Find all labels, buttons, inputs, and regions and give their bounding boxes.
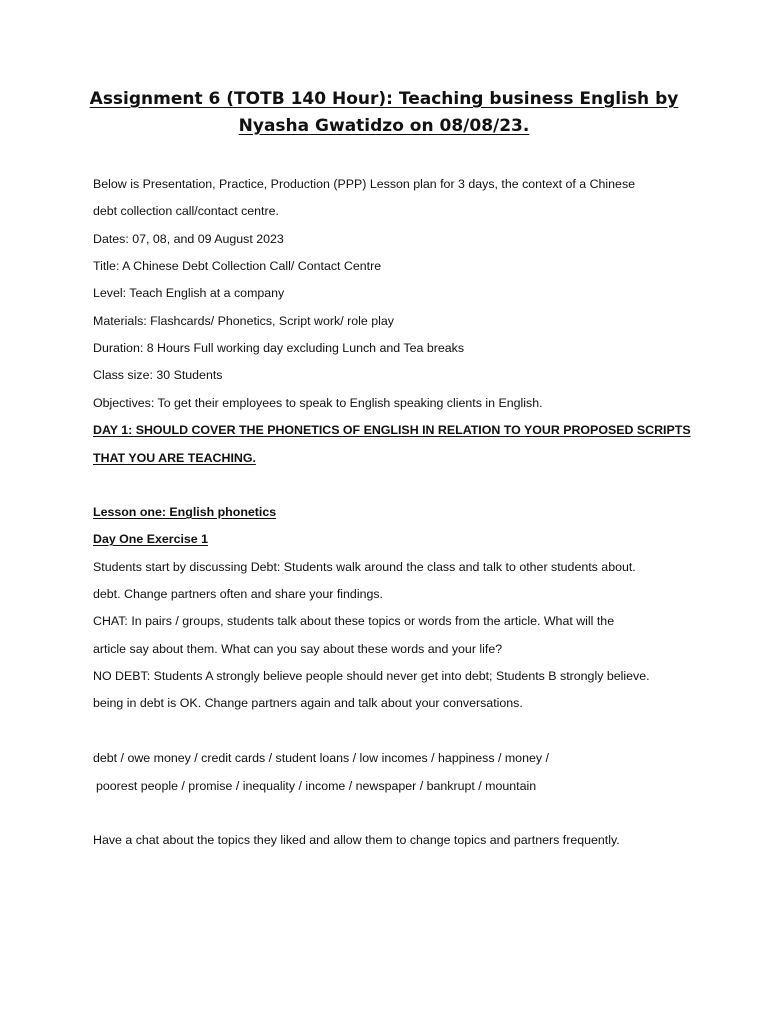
- title-field: Title: A Chinese Debt Collection Call/ Contact Centre: [93, 259, 382, 273]
- day1-heading-line-2: THAT YOU ARE TEACHING.: [93, 451, 256, 465]
- level-field: Level: Teach English at a company: [93, 286, 285, 300]
- no-debt-line-2: being in debt is OK. Change partners again and talk about your conversations.: [93, 696, 523, 710]
- document-title-line-2: Nyasha Gwatidzo on 08/08/23.: [238, 116, 530, 136]
- materials-field: Materials: Flashcards/ Phonetics, Script work/ role play: [93, 314, 394, 328]
- intro-line-2: debt collection call/contact centre.: [93, 204, 279, 218]
- word-list-line-1: debt / owe money / credit cards / student loans / low incomes / happiness / money /: [93, 751, 549, 765]
- day1-heading-line-1: DAY 1: SHOULD COVER THE PHONETICS OF ENGLISH IN RELATION TO YOUR PROPOSED SCRIPTS: [93, 423, 691, 437]
- objectives-field: Objectives: To get their employees to speak to English speaking clients in English.: [93, 396, 543, 410]
- intro-line-1: Below is Presentation, Practice, Production (PPP) Lesson plan for 3 days, the context of a Chinese: [93, 177, 636, 191]
- word-list-line-2: poorest people / promise / inequality / income / newspaper / bankrupt / mountain: [96, 779, 537, 793]
- dates-field: Dates: 07, 08, and 09 August 2023: [93, 232, 284, 246]
- closing-line: Have a chat about the topics they liked and allow them to change topics and partners frequently.: [93, 833, 620, 847]
- no-debt-line-1: NO DEBT: Students A strongly believe people should never get into debt; Students B strongly believe.: [93, 669, 650, 683]
- document-title-line-1: Assignment 6 (TOTB 140 Hour): Teaching business English by: [89, 89, 679, 109]
- duration-field: Duration: 8 Hours Full working day excluding Lunch and Tea breaks: [93, 341, 465, 355]
- paragraph-1-line-1: Students start by discussing Debt: Students walk around the class and talk to other students about.: [93, 560, 636, 574]
- paragraph-1-line-2: debt. Change partners often and share your findings.: [93, 587, 383, 601]
- exercise-1-heading: Day One Exercise 1: [93, 532, 209, 546]
- chat-line-2: article say about them. What can you say about these words and your life?: [93, 642, 503, 656]
- lesson-one-heading: Lesson one: English phonetics: [93, 505, 277, 519]
- class-size-field: Class size: 30 Students: [93, 368, 223, 382]
- chat-line-1: CHAT: In pairs / groups, students talk about these topics or words from the article. What will the: [93, 614, 615, 628]
